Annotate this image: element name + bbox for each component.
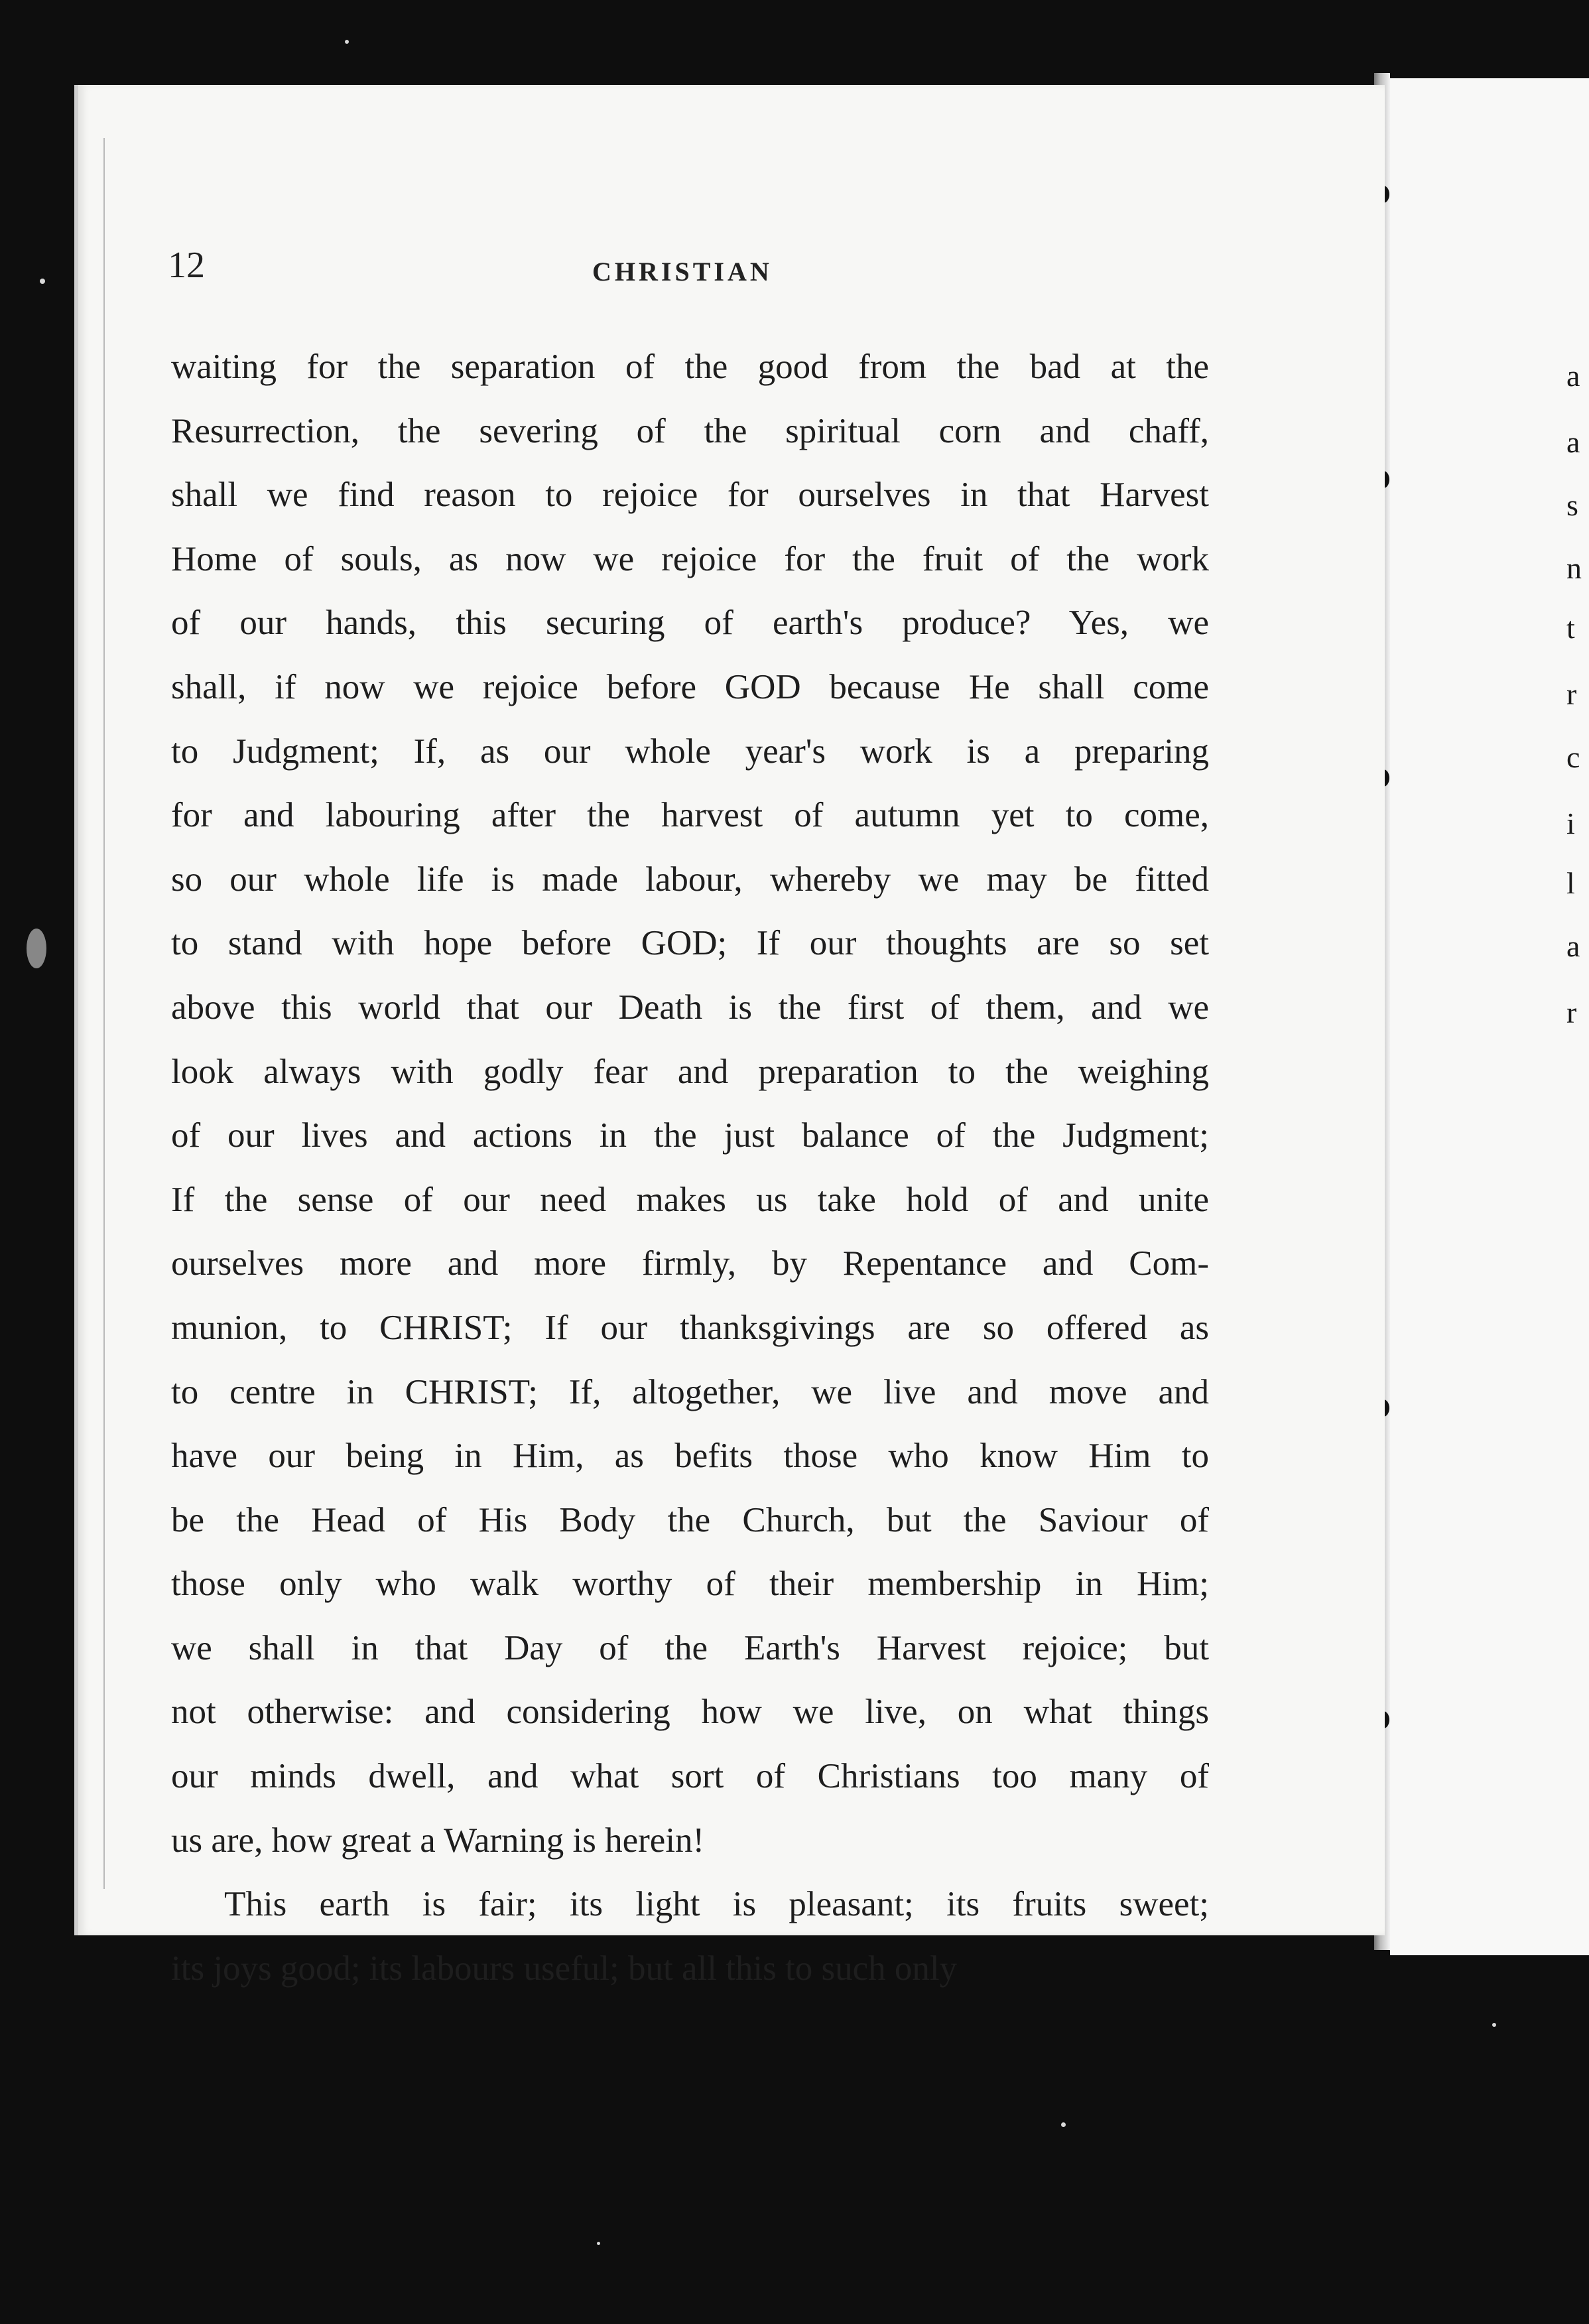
text-line: of our hands, this securing of earth's produce? Yes, we [171,604,1209,643]
facing-page-letter: r [1566,677,1577,711]
page-edge-line [103,138,105,1889]
running-head: CHRISTIAN [592,257,773,287]
facing-page-letter: a [1566,359,1580,393]
text-line: so our whole life is made labour, whereby we may be fitted [171,860,1209,899]
text-line: munion, to CHRIST; If our thanksgivings are so offered as [171,1308,1209,1347]
text-line: be the Head of His Body the Church, but the Saviour of [171,1500,1209,1539]
facing-page-letter: n [1566,551,1582,585]
text-line: for and labouring after the harvest of autumn yet to come, [171,796,1209,835]
text-line: above this world that our Death is the first of them, and we [171,988,1209,1027]
facing-page-letter: i [1566,807,1575,840]
text-line: of our lives and actions in the just balance of the Judgment; [171,1116,1209,1155]
text-line: to stand with hope before GOD; If our thoughts are so set [171,924,1209,963]
text-line: look always with godly fear and preparation to the weighing [171,1052,1209,1091]
page-header [168,244,1202,290]
text-line: we shall in that Day of the Earth's Harvest rejoice; but [171,1628,1209,1667]
dust-speck [1492,2023,1496,2027]
facing-page-letter: t [1566,611,1575,645]
text-line: shall, if now we rejoice before GOD because He shall come [171,667,1209,706]
text-line: those only who walk worthy of their membership in Him; [171,1565,1209,1604]
text-line: its joys good; its labours useful; but all this to such only [171,1949,958,1988]
dust-speck [345,40,349,44]
text-line: If the sense of our need makes us take hold of and unite [171,1180,1209,1219]
dust-speck [1061,2122,1066,2127]
text-line: waiting for the separation of the good from the bad at the [171,348,1209,386]
dust-speck [40,279,45,284]
text-line: Resurrection, the severing of the spiritual corn and chaff, [171,411,1209,450]
body-text [171,335,1209,2000]
facing-page-letter: a [1566,425,1580,459]
text-line: not otherwise: and considering how we live, on what things [171,1693,1209,1732]
text-line: This earth is fair; its light is pleasant; its fruits sweet; [224,1885,1209,1924]
facing-page-letter: r [1566,996,1577,1029]
page-number: 12 [168,245,205,286]
text-line: to centre in CHRIST; If, altogether, we live and move and [171,1372,1209,1411]
facing-page-letter: c [1566,740,1580,774]
facing-page [1390,78,1589,1955]
dust-speck [597,2242,600,2245]
text-line: us are, how great a Warning is herein! [171,1821,705,1860]
facing-page-letter: l [1566,866,1575,900]
text-line: have our being in Him, as befits those who know Him to [171,1437,1209,1476]
text-line: Home of souls, as now we rejoice for the fruit of the work [171,539,1209,578]
facing-page-letter: s [1566,488,1578,522]
facing-page-letter: a [1566,929,1580,963]
text-line: shall we find reason to rejoice for ourselves in that Harvest [171,476,1209,515]
text-line: to Judgment; If, as our whole year's work is a preparing [171,732,1209,771]
dust-speck [27,929,46,968]
text-line: ourselves more and more firmly, by Repentance and Com- [171,1244,1209,1283]
text-line: our minds dwell, and what sort of Christians too many of [171,1757,1209,1796]
